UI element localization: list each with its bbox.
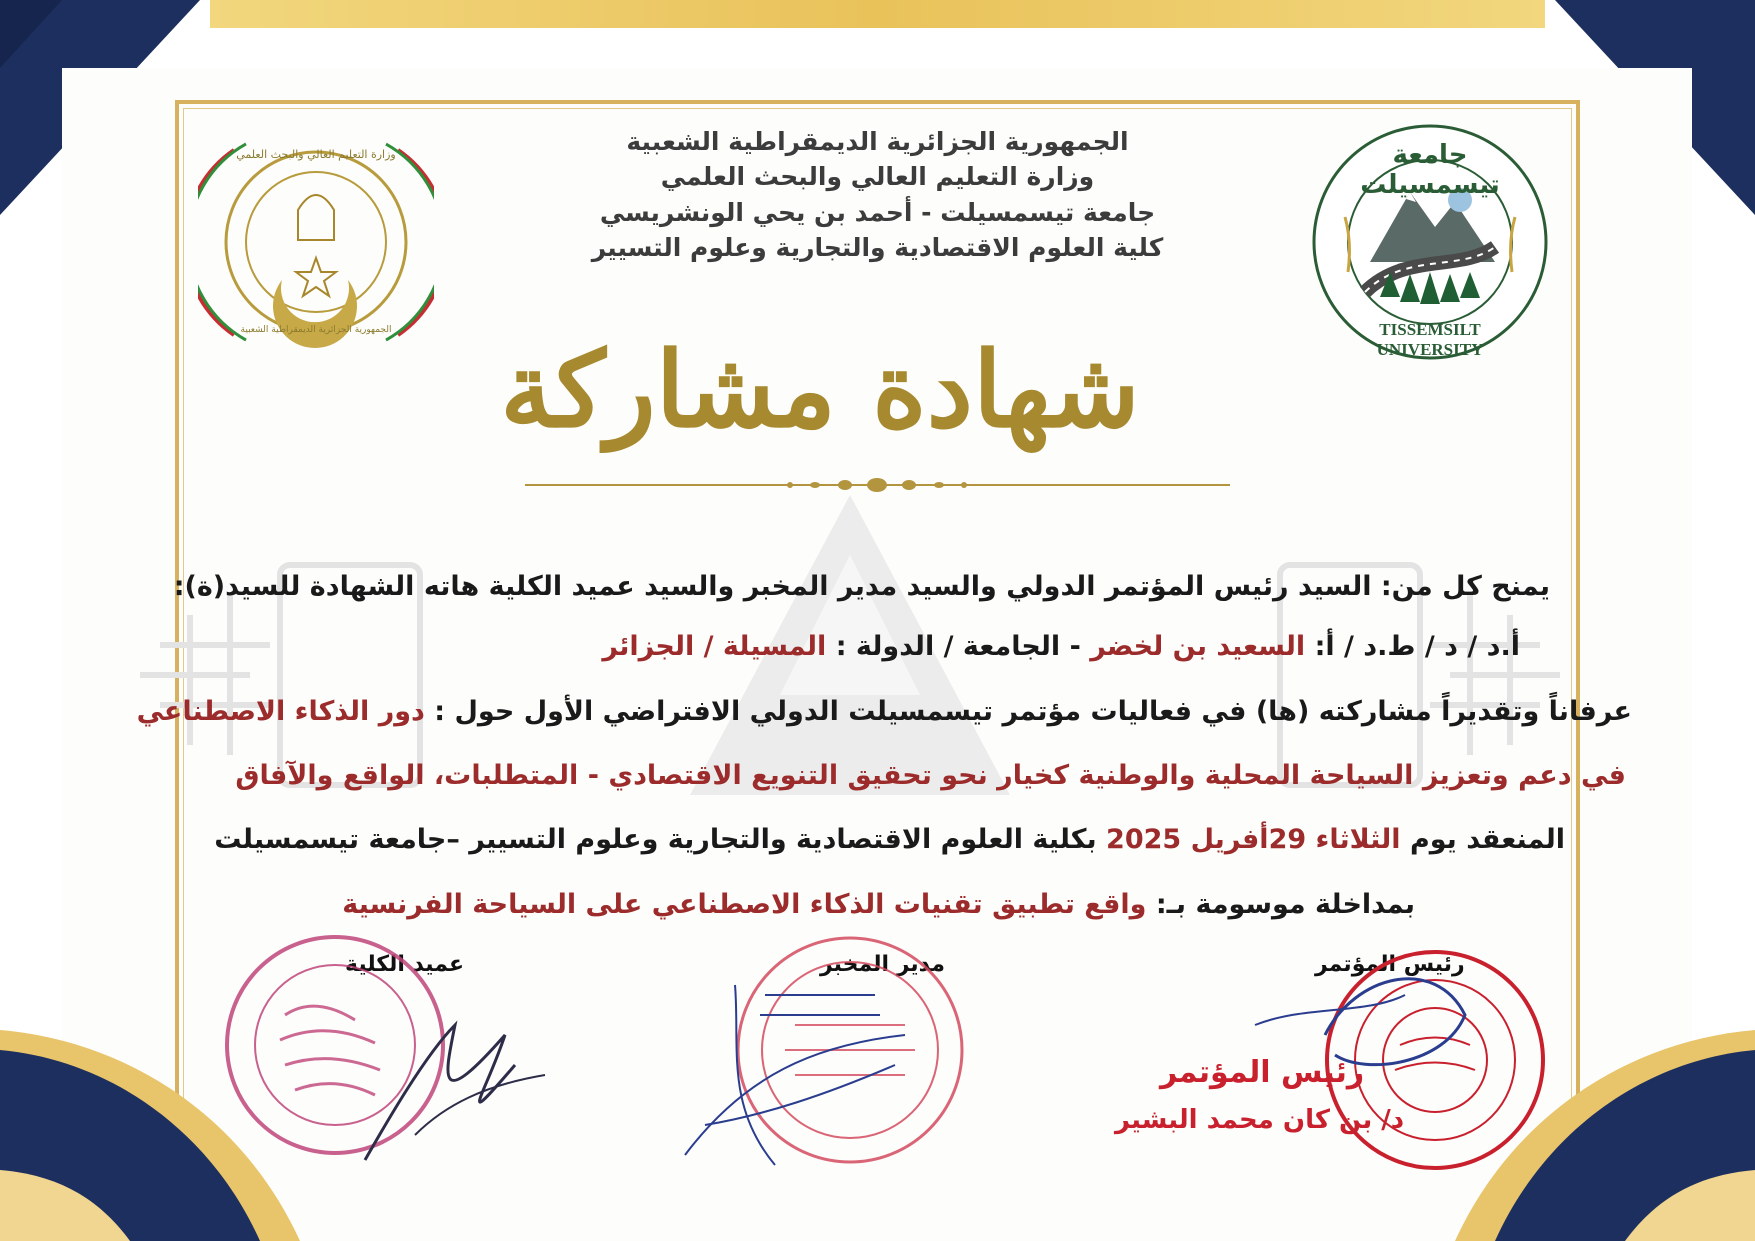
dean-stamp <box>205 925 575 1180</box>
conference-theme-part2: في دعم وتعزيز السياحة المحلية والوطنية كخيار نحو تحقيق التنويع الاقتصادي - المتطلبات، الواقع والآفاق <box>235 760 1626 791</box>
university-logo-english-text: TISSEMSILT UNIVERSITY <box>1376 320 1484 359</box>
background-watermark <box>130 495 1570 855</box>
lab-director-stamp <box>665 925 1005 1185</box>
lab-director-label: مدير المخبر <box>820 952 946 977</box>
university-logo-arabic-text: جامعة تيسمسيلت <box>1360 140 1500 200</box>
header-faculty: كلية العلوم الاقتصادية والتجارية وعلوم التسيير <box>591 233 1164 262</box>
header-republic: الجمهورية الجزائرية الديمقراطية الشعبية <box>626 127 1129 156</box>
top-gold-strip <box>210 0 1545 28</box>
ministry-seal-inner-text: الجمهورية الجزائرية الديمقراطية الشعبية <box>240 325 392 335</box>
header-university: جامعة تيسمسيلت - أحمد بن يحي الونشريسي <box>599 198 1156 227</box>
conference-president-label: رئيس المؤتمر <box>1315 952 1465 977</box>
president-stamp-name: د/ بن كان محمد البشير <box>1115 1105 1405 1135</box>
dean-label: عميد الكلية <box>345 952 465 977</box>
participant-line <box>602 627 1520 667</box>
title-divider-ornament <box>525 470 1230 500</box>
participant-name: السعيد بن لخضر <box>1090 631 1306 662</box>
university-logo <box>1310 122 1550 362</box>
header-ministry: وزارة التعليم العالي والبحث العلمي <box>660 162 1095 191</box>
participation-line <box>137 692 1632 732</box>
participant-location: المسيلة / الجزائر <box>602 631 827 662</box>
degree-prefix: أ.د / د / ط.د / أ: <box>1314 631 1520 662</box>
participation-text: عرفاناً وتقديراً مشاركته (ها) في فعاليات مؤتمر تيسمسيلت الدولي الافتراضي الأول حول : <box>434 696 1632 727</box>
ministry-seal-ring-text: وزارة التعليم العالي والبحث العلمي <box>236 148 396 161</box>
event-line <box>214 820 1565 860</box>
president-stamp-title: رئيس المؤتمر <box>1160 1055 1365 1090</box>
event-date: الثلاثاء 29أفريل 2025 <box>1106 824 1401 855</box>
grant-statement: يمنح كل من: السيد رئيس المؤتمر الدولي والسيد مدير المخبر والسيد عميد الكلية هاته الشهادة للسيد(ة): <box>173 571 1550 602</box>
paper-prefix: بمداخلة موسومة بـ: <box>1155 889 1415 920</box>
event-prefix: المنعقد يوم <box>1409 824 1565 855</box>
university-country-label: - الجامعة / الدولة : <box>835 631 1081 662</box>
paper-line <box>342 885 1415 925</box>
paper-title: واقع تطبيق تقنيات الذكاء الاصطناعي على السياحة الفرنسية <box>342 889 1147 920</box>
certificate-title: شهادة مشاركة <box>500 328 1140 451</box>
event-venue: بكلية العلوم الاقتصادية والتجارية وعلوم التسيير –جامعة تيسمسيلت <box>214 824 1097 855</box>
ministry-seal <box>198 130 434 355</box>
conference-theme-part1: دور الذكاء الاصطناعي <box>136 696 425 727</box>
